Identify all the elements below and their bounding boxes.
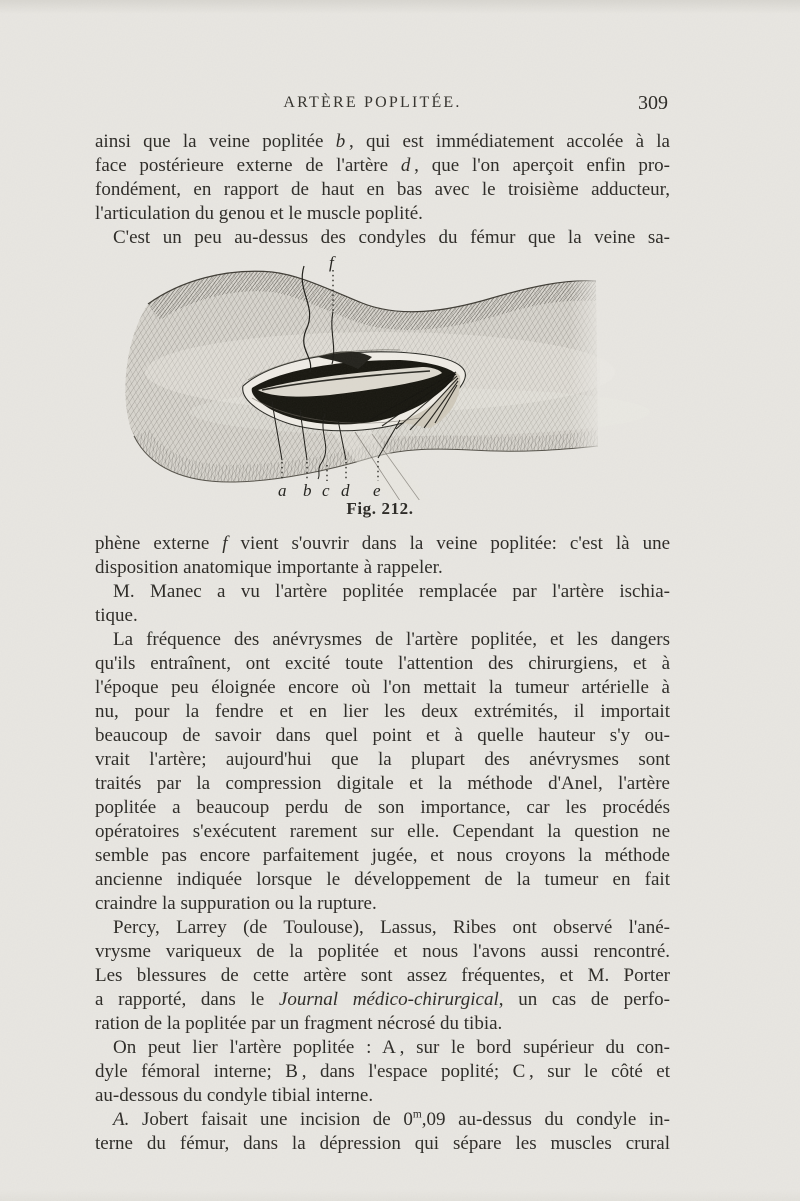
text-line: ancienne indiquée lorsque le développement de la tumeur en fait: [95, 869, 670, 890]
figure-label-a: a: [278, 481, 287, 500]
text-line: face postérieure externe de l'artère d , que l'on aperçoit enfin pro-: [95, 155, 670, 176]
text-line: dyle fémoral interne; B , dans l'espace poplité; C , sur le côté et: [95, 1061, 670, 1082]
paragraph: [95, 130, 670, 226]
text-line: semble pas encore parfaitement jugée, et nous croyons la méthode: [95, 845, 670, 866]
text-line: tique.: [95, 605, 138, 626]
text-line: vrysme variqueux de la poplitée et nous l'avons aussi rencontré.: [95, 941, 670, 962]
text-line: disposition anatomique importante à rappeler.: [95, 557, 443, 578]
text-line: au-dessous du condyle tibial interne.: [95, 1085, 374, 1106]
text-line: ration de la poplitée par un fragment nécrosé du tibia.: [95, 1013, 503, 1034]
paragraph: [95, 226, 670, 250]
text-line: a rapporté, dans le Journal médico-chirurgical, un cas de perfo-: [95, 989, 670, 1010]
text-line: La fréquence des anévrysmes de l'artère poplitée, et les dangers: [113, 629, 670, 650]
text-line: vrait l'artère; aujourd'hui que la plupart des anévrysmes sont: [95, 749, 670, 770]
figure-caption: Fig. 212.: [346, 499, 414, 518]
text-line: terne du fémur, dans la dépression qui sépare les muscles crural: [95, 1133, 670, 1154]
figure-illustration: [90, 253, 710, 500]
text-line: poplitée a beaucoup perdu de son importance, car les procédés: [95, 797, 670, 818]
text-line: opératoires s'exécutent rarement sur elle. Cependant la question ne: [95, 821, 670, 842]
text-line: beaucoup de savoir dans quel point et à quelle hauteur s'y ou-: [95, 725, 670, 746]
text-line: C'est un peu au-dessus des condyles du fémur que la veine sa-: [113, 227, 670, 248]
paragraph: [95, 532, 670, 580]
text-line: fondément, en rapport de haut en bas avec le troisième adducteur,: [95, 179, 670, 200]
text-line: ainsi que la veine poplitée b , qui est immédiatement accolée à la: [95, 131, 670, 152]
text-line: nu, pour la fendre et en lier les deux extrémités, il importait: [95, 701, 670, 722]
text-line: craindre la suppuration ou la rupture.: [95, 893, 377, 914]
text-line: qu'ils entraînent, ont excité toute l'attention des chirurgiens, et à: [95, 653, 670, 674]
figure-label-b: b: [303, 481, 312, 500]
text-block-top: [95, 130, 670, 250]
text-line: Percy, Larrey (de Toulouse), Lassus, Ribes ont observé l'ané-: [113, 917, 670, 938]
page-number: 309: [638, 92, 668, 114]
running-header-title: ARTÈRE POPLITÉE.: [283, 94, 462, 111]
paragraph: [95, 1036, 670, 1108]
text-line: On peut lier l'artère poplitée : A , sur le bord supérieur du con-: [113, 1037, 670, 1058]
text-line: Les blessures de cette artère sont assez fréquentes, et M. Porter: [95, 965, 670, 986]
text-line: A. Jobert faisait une incision de 0$^m$,09 au-dessus du condyle in-: [113, 1108, 670, 1130]
text-block-bottom: [95, 532, 670, 1156]
paragraph: [95, 916, 670, 1036]
paragraph: [95, 628, 670, 916]
paragraph: [95, 580, 670, 628]
figure-label-e: e: [373, 481, 381, 500]
text-line: traités par la compression digitale et la méthode d'Anel, l'artère: [95, 773, 670, 794]
text-line: l'époque peu éloignée encore où l'on mettait la tumeur artérielle à: [95, 677, 670, 698]
figure-label-f: f: [329, 253, 334, 272]
text-line: l'articulation du genou et le muscle poplité.: [95, 203, 423, 224]
paragraph: [95, 1108, 670, 1156]
text-line: M. Manec a vu l'artère poplitée remplacée par l'artère ischia-: [113, 581, 670, 602]
figure-label-c: c: [322, 481, 330, 500]
text-line: phène externe f vient s'ouvrir dans la veine poplitée: c'est là une: [95, 533, 670, 554]
figure-label-d: d: [341, 481, 350, 500]
